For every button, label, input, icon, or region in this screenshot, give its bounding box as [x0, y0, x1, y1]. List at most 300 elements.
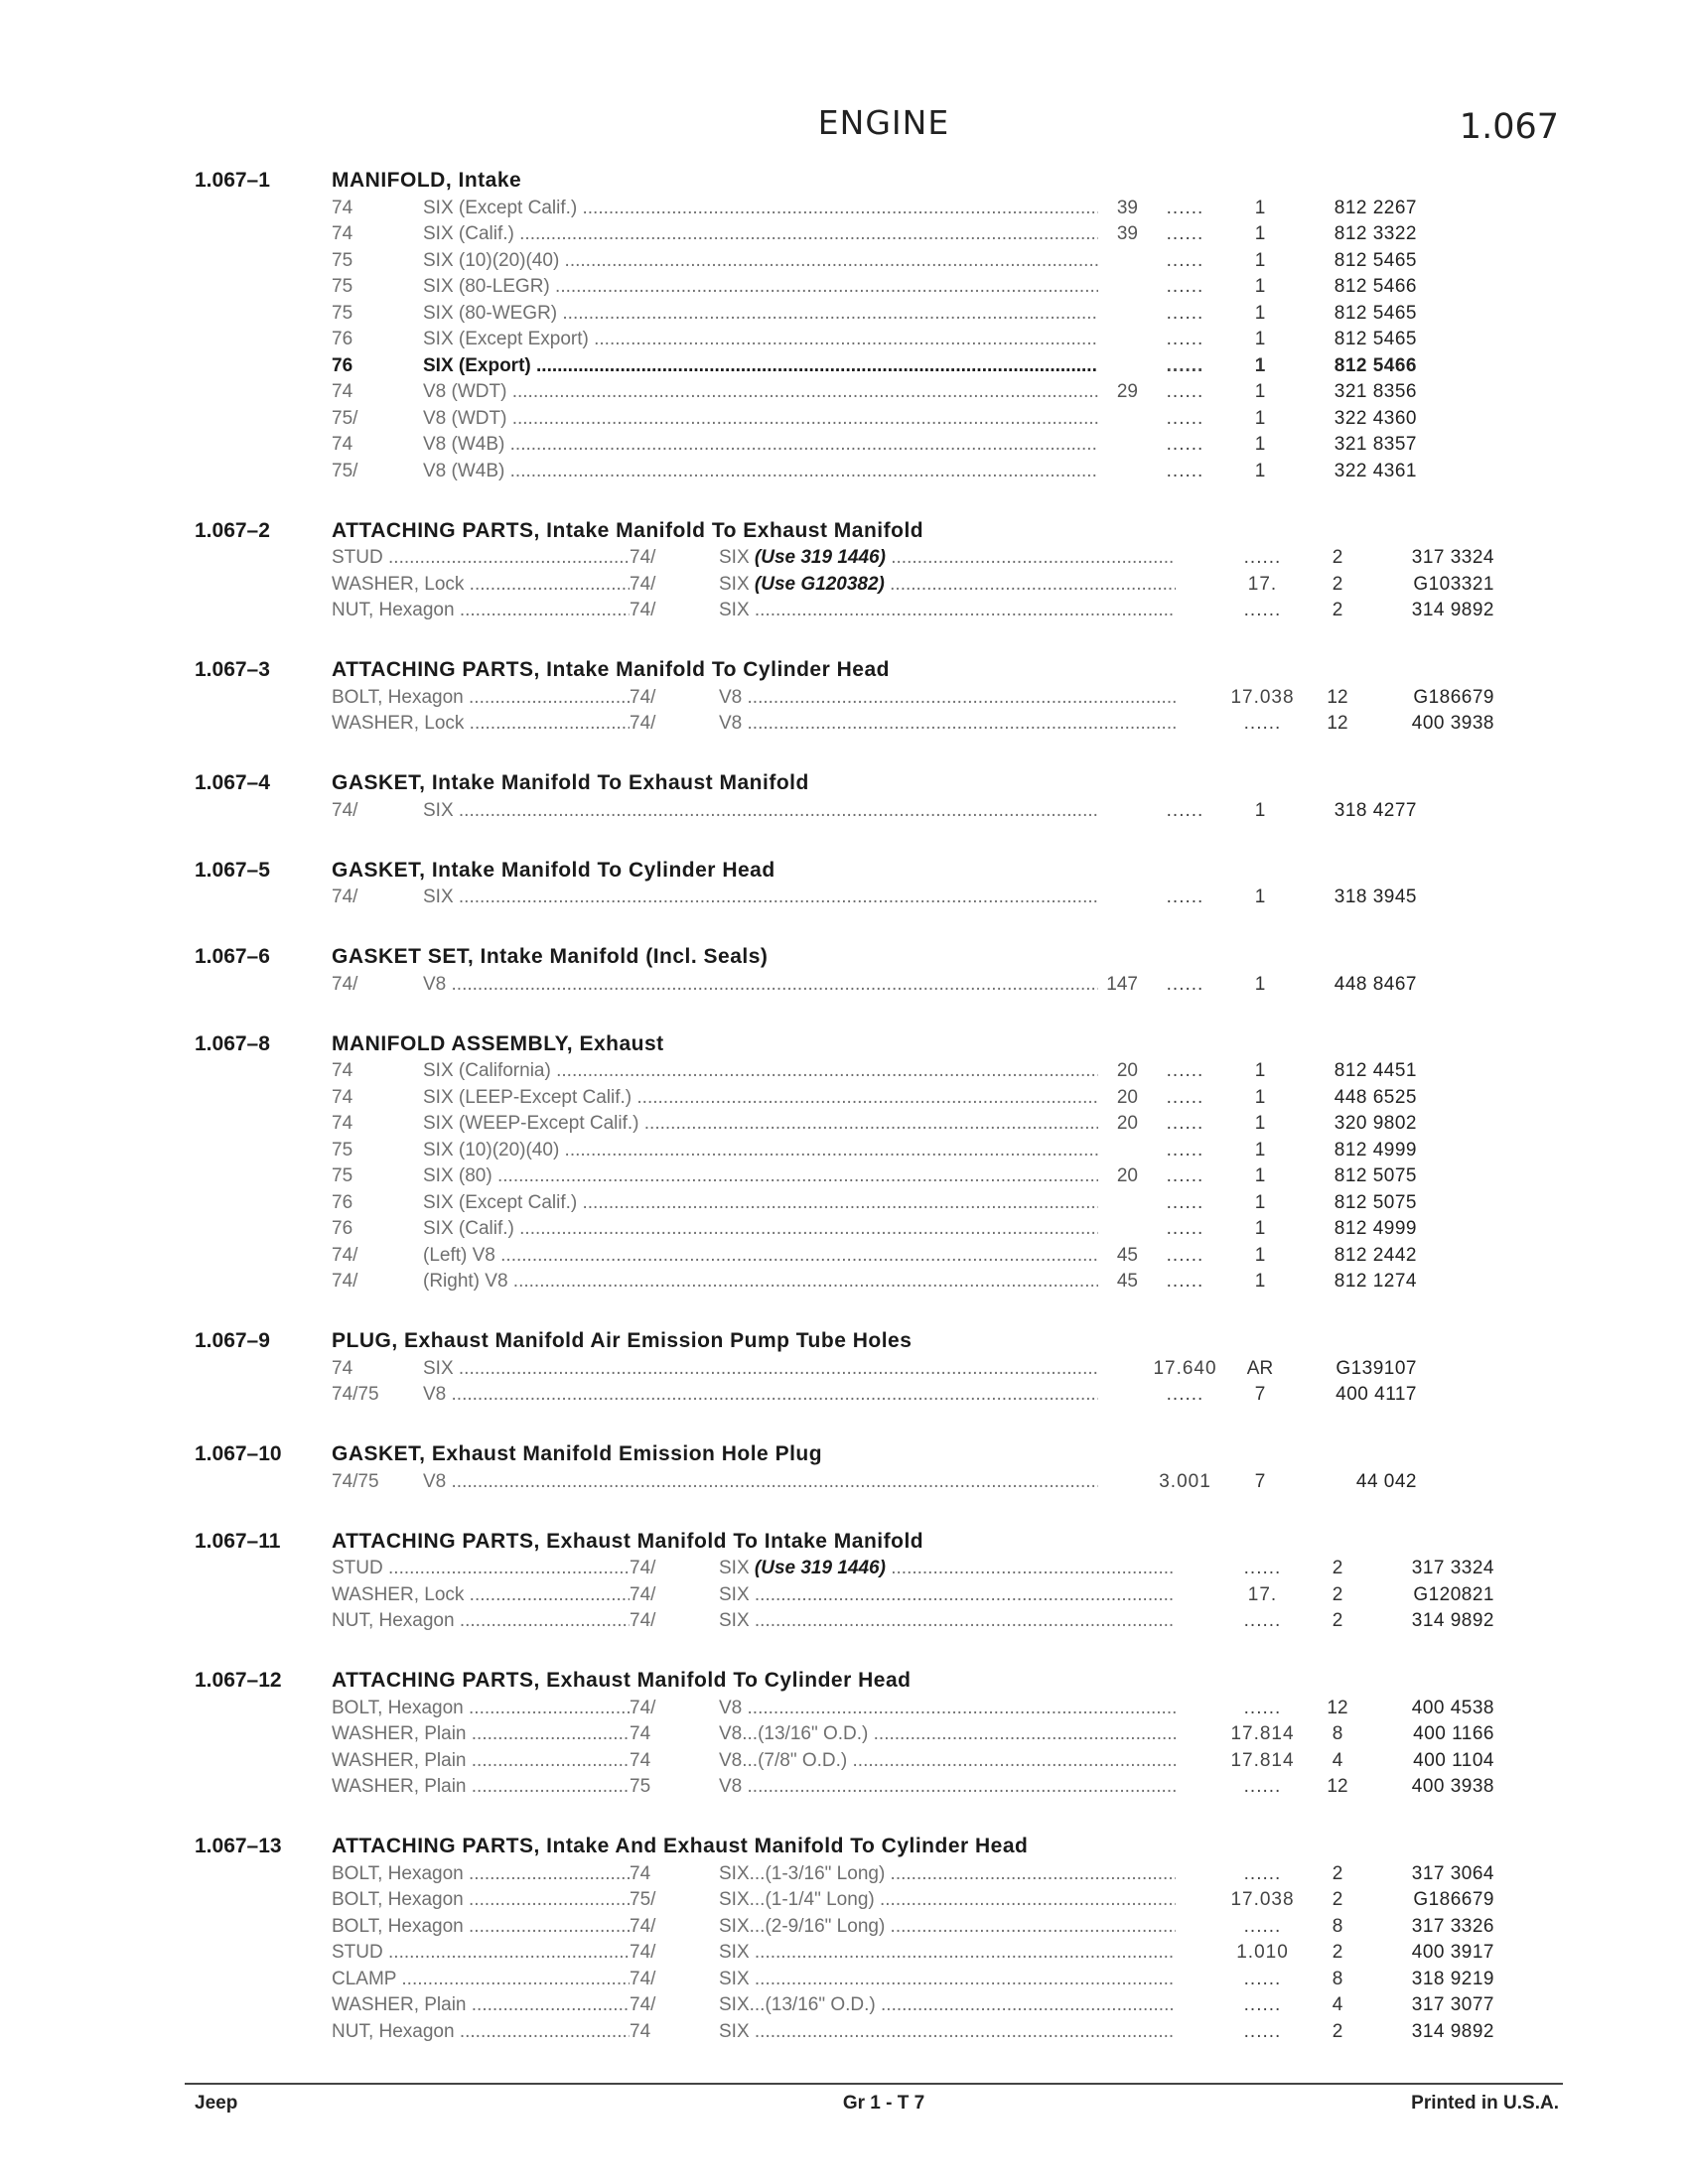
group-number: ......: [1243, 600, 1282, 620]
group-number: ......: [1243, 1915, 1282, 1937]
part-row: [195, 1267, 1529, 1294]
part-row: [195, 1606, 1529, 1633]
quantity: 1: [1254, 1113, 1266, 1134]
application: SIX (80-LEGR) .....: [423, 276, 1098, 298]
quantity: 1: [1254, 381, 1266, 402]
part-row: [195, 430, 1529, 457]
illustration-ref: 20: [1116, 1060, 1138, 1081]
model-year: 76: [332, 1218, 353, 1239]
part-row: [195, 193, 1529, 219]
application: (Left) V8 .....: [423, 1245, 1098, 1267]
group-number: ......: [1166, 249, 1204, 271]
illustration-ref: 45: [1116, 1271, 1138, 1292]
part-number: 812 5075: [1334, 1191, 1417, 1213]
quantity: 2: [1332, 1942, 1343, 1963]
part-name: BOLT, Hexagon .....: [332, 1863, 630, 1885]
group-number: ......: [1166, 1113, 1204, 1134]
group-number: 17.038: [1230, 686, 1295, 708]
application: SIX .....: [423, 800, 1098, 822]
model-year: 74/: [630, 1697, 656, 1718]
parts-section: [195, 765, 1529, 822]
group-number: ......: [1166, 1271, 1204, 1292]
group-number: ......: [1166, 1086, 1204, 1108]
part-number: 812 5465: [1334, 249, 1417, 271]
quantity: 12: [1327, 1776, 1348, 1797]
model-year: 74/75: [332, 1470, 379, 1492]
group-number: 17.640: [1153, 1357, 1217, 1379]
quantity: 1: [1254, 973, 1266, 995]
section-title: GASKET, Intake Manifold To Cylinder Head: [332, 858, 775, 882]
application-text: SIX: [719, 1583, 750, 1605]
section-title: MANIFOLD ASSEMBLY, Exhaust: [332, 1031, 664, 1055]
part-name: WASHER, Lock .....: [332, 713, 630, 735]
quantity: 1: [1254, 249, 1266, 271]
part-number: 44 042: [1355, 1470, 1417, 1492]
application: V8 .....: [423, 1384, 1098, 1406]
application: [719, 1942, 1176, 1964]
part-row: [195, 969, 1529, 996]
quantity: 2: [1332, 600, 1343, 620]
part-number: 320 9802: [1334, 1113, 1417, 1134]
model-year: 74: [630, 1862, 651, 1884]
part-name: BOLT, Hexagon .....: [332, 1889, 630, 1911]
quantity: 1: [1254, 1165, 1266, 1186]
part-number: 812 5466: [1334, 354, 1417, 376]
part-number: G139107: [1336, 1357, 1417, 1379]
application: SIX (10)(20)(40) .....: [423, 250, 1098, 272]
part-number: 322 4360: [1334, 407, 1417, 429]
application: [719, 1969, 1176, 1990]
group-number: ......: [1243, 1697, 1282, 1718]
model-year: 74: [630, 2020, 651, 2042]
application-text: SIX...(1-1/4" Long): [719, 1889, 875, 1910]
application: [719, 574, 1176, 596]
part-number: G186679: [1413, 1889, 1494, 1910]
model-year: 74/: [630, 686, 656, 708]
application-text: SIX: [719, 1968, 750, 1989]
group-number: ......: [1243, 547, 1282, 568]
quantity: 1: [1254, 329, 1266, 349]
application: V8 (W4B) .....: [423, 461, 1098, 482]
part-name: WASHER, Lock .....: [332, 574, 630, 596]
quantity: 1: [1254, 276, 1266, 297]
quantity: 8: [1332, 1915, 1343, 1937]
application: (Right) V8 .....: [423, 1271, 1098, 1293]
part-row: [195, 682, 1529, 709]
part-number: 812 5075: [1334, 1165, 1417, 1186]
section-header: [195, 1026, 1529, 1056]
illustration-ref: 147: [1106, 973, 1138, 995]
footer-brand: Jeep: [195, 2093, 238, 2114]
page-number: 1.067: [1459, 107, 1559, 147]
part-number: 318 3945: [1334, 887, 1417, 907]
section-header: [195, 1663, 1529, 1693]
section-title: PLUG, Exhaust Manifold Air Emission Pump Tube Holes: [332, 1329, 913, 1352]
application: SIX (Except Calif.) .....: [423, 1192, 1098, 1214]
quantity: 12: [1327, 713, 1348, 734]
part-name: WASHER, Plain .....: [332, 1723, 630, 1745]
application: [719, 1776, 1176, 1798]
part-name: STUD .....: [332, 1558, 630, 1579]
group-number: ......: [1166, 329, 1204, 349]
section-title: ATTACHING PARTS, Intake And Exhaust Manifold To Cylinder Head: [332, 1835, 1029, 1857]
part-row: [195, 1885, 1529, 1912]
application: [719, 1723, 1176, 1745]
section-number: 1.067–3: [195, 658, 270, 681]
quantity: 8: [1332, 1968, 1343, 1989]
application: [719, 1698, 1176, 1719]
quantity: 1: [1254, 1271, 1266, 1292]
group-number: ......: [1166, 223, 1204, 244]
part-row: [195, 1554, 1529, 1580]
application: [719, 600, 1176, 621]
group-number: ......: [1166, 973, 1204, 995]
model-year: 75/: [332, 460, 358, 481]
part-number: 400 1104: [1413, 1749, 1494, 1771]
part-number: 321 8356: [1334, 381, 1417, 402]
part-name: NUT, Hexagon .....: [332, 600, 630, 621]
part-row: [195, 1693, 1529, 1719]
group-number: ......: [1166, 887, 1204, 907]
model-year: 74/: [630, 1968, 656, 1989]
application: [719, 1610, 1176, 1632]
section-header: [195, 939, 1529, 969]
application-text: SIX: [719, 600, 750, 620]
part-number: 318 9219: [1411, 1968, 1494, 1989]
illustration-ref: 39: [1116, 223, 1138, 244]
application-text: SIX: [719, 1610, 750, 1631]
model-year: 75: [332, 1139, 353, 1160]
section-header: [195, 853, 1529, 883]
model-year: 74: [332, 197, 353, 218]
parts-list: [195, 163, 1529, 2074]
application: SIX .....: [423, 887, 1098, 908]
part-row: [195, 377, 1529, 404]
part-name: BOLT, Hexagon .....: [332, 1698, 630, 1719]
application-text: V8: [719, 1776, 743, 1797]
model-year: 76: [332, 329, 353, 349]
group-number: ......: [1166, 354, 1204, 376]
application: [719, 547, 1176, 569]
part-number: 812 3322: [1334, 223, 1417, 244]
quantity: 2: [1332, 1862, 1343, 1884]
parts-section: [195, 853, 1529, 909]
part-name: WASHER, Lock .....: [332, 1584, 630, 1606]
part-name: STUD .....: [332, 547, 630, 569]
footer-printed: Printed in U.S.A.: [1411, 2093, 1559, 2114]
group-number: 1.010: [1236, 1942, 1289, 1963]
part-row: [195, 1938, 1529, 1965]
application-text: V8: [719, 713, 743, 734]
parts-section: [195, 1026, 1529, 1294]
section-number: 1.067–11: [195, 1529, 281, 1553]
quantity: 1: [1254, 887, 1266, 907]
model-year: 74/: [332, 1271, 358, 1292]
model-year: 74: [332, 1060, 353, 1081]
quantity: 1: [1254, 1060, 1266, 1081]
part-row: [195, 219, 1529, 246]
part-name: STUD .....: [332, 1942, 630, 1964]
part-number: 812 5465: [1334, 329, 1417, 349]
quantity: 1: [1254, 460, 1266, 481]
section-number: 1.067–1: [195, 169, 270, 192]
part-number: G186679: [1413, 686, 1494, 708]
part-number: 314 9892: [1411, 600, 1494, 620]
application: V8 (WDT) .....: [423, 408, 1098, 430]
section-number: 1.067–5: [195, 858, 270, 882]
quantity: 12: [1327, 686, 1348, 708]
part-row: [195, 1187, 1529, 1214]
application: [719, 1889, 1176, 1911]
quantity: 1: [1254, 434, 1266, 455]
part-name: NUT, Hexagon .....: [332, 1610, 630, 1632]
part-row: [195, 709, 1529, 736]
model-year: 74/: [630, 1583, 656, 1605]
section-header: [195, 652, 1529, 682]
part-number: G103321: [1413, 573, 1494, 595]
part-row: [195, 1214, 1529, 1241]
page-title: ENGINE: [817, 103, 950, 142]
application-text: SIX: [719, 1558, 750, 1578]
model-year: 74: [332, 1113, 353, 1134]
part-number: 812 1274: [1334, 1271, 1417, 1292]
application: SIX (Except Calif.) .....: [423, 198, 1098, 219]
part-number: 314 9892: [1411, 2020, 1494, 2042]
section-title: GASKET SET, Intake Manifold (Incl. Seals): [332, 945, 769, 968]
part-number: 317 3324: [1411, 547, 1494, 568]
application: [719, 1994, 1176, 2016]
model-year: 75/: [332, 407, 358, 429]
part-number: 317 3064: [1411, 1862, 1494, 1884]
quantity: 1: [1254, 197, 1266, 218]
model-year: 75: [332, 1165, 353, 1186]
group-number: ......: [1243, 1558, 1282, 1578]
group-number: ......: [1166, 302, 1204, 324]
parts-section: [195, 939, 1529, 996]
part-row: [195, 1161, 1529, 1188]
illustration-ref: 39: [1116, 197, 1138, 218]
group-number: ......: [1243, 1994, 1282, 2015]
use-note: (Use 319 1446): [754, 1558, 886, 1578]
section-title: GASKET, Intake Manifold To Exhaust Manifold: [332, 771, 809, 794]
quantity: 2: [1332, 2020, 1343, 2042]
quantity: 1: [1254, 407, 1266, 429]
illustration-ref: 45: [1116, 1244, 1138, 1266]
group-number: ......: [1166, 276, 1204, 297]
parts-section: [195, 1829, 1529, 2043]
section-header: [195, 1323, 1529, 1353]
application-text: SIX: [719, 573, 750, 595]
application: SIX (WEEP-Except Calif.) .....: [423, 1113, 1098, 1135]
part-number: 448 6525: [1334, 1086, 1417, 1108]
part-row: [195, 1990, 1529, 2017]
part-row: [195, 456, 1529, 482]
part-row: [195, 1579, 1529, 1606]
model-year: 74: [630, 1749, 651, 1771]
model-year: 74/: [332, 973, 358, 995]
part-row: [195, 272, 1529, 299]
application-text: V8...(13/16" O.D.): [719, 1723, 869, 1744]
group-number: ......: [1243, 713, 1282, 734]
application: SIX (Calif.) .....: [423, 1218, 1098, 1240]
part-number: 317 3324: [1411, 1558, 1494, 1578]
application: [719, 1584, 1176, 1606]
application: [719, 1750, 1176, 1772]
model-year: 75/: [630, 1889, 656, 1910]
quantity: 1: [1254, 1139, 1266, 1160]
part-number: 400 3938: [1411, 1776, 1494, 1797]
model-year: 74/: [630, 1994, 656, 2015]
part-row: [195, 795, 1529, 822]
part-row: [195, 1911, 1529, 1938]
model-year: 74/: [332, 1244, 358, 1266]
application: SIX .....: [423, 1358, 1098, 1380]
footer-divider: [185, 2083, 1563, 2085]
model-year: 74/: [630, 547, 656, 568]
quantity: 12: [1327, 1697, 1348, 1718]
application: V8 .....: [423, 1471, 1098, 1493]
parts-section: [195, 163, 1529, 482]
parts-section: [195, 1323, 1529, 1406]
part-name: BOLT, Hexagon .....: [332, 687, 630, 709]
model-year: 74: [630, 1723, 651, 1744]
part-number: 314 9892: [1411, 1610, 1494, 1631]
footer-group-ref: Gr 1 - T 7: [842, 2093, 925, 2114]
parts-section: [195, 652, 1529, 735]
part-number: 812 5466: [1334, 276, 1417, 297]
part-row: [195, 596, 1529, 622]
illustration-ref: 29: [1116, 381, 1138, 402]
part-number: 400 1166: [1413, 1723, 1494, 1744]
quantity: 1: [1254, 354, 1266, 376]
application: [719, 1916, 1176, 1938]
model-year: 74: [332, 434, 353, 455]
application: SIX (80) .....: [423, 1165, 1098, 1187]
part-name: WASHER, Plain .....: [332, 1750, 630, 1772]
group-number: ......: [1243, 1968, 1282, 1989]
section-header: [195, 513, 1529, 543]
application-text: SIX...(1-3/16" Long): [719, 1862, 886, 1884]
section-header: [195, 765, 1529, 795]
model-year: 75: [630, 1776, 651, 1797]
part-row: [195, 1056, 1529, 1083]
model-year: 74/: [630, 600, 656, 620]
section-title: ATTACHING PARTS, Exhaust Manifold To Cylinder Head: [332, 1669, 912, 1692]
group-number: ......: [1243, 1610, 1282, 1631]
section-title: GASKET, Exhaust Manifold Emission Hole Plug: [332, 1442, 823, 1465]
application-text: V8: [719, 1697, 743, 1718]
quantity: 1: [1254, 1218, 1266, 1239]
application: [719, 1558, 1176, 1579]
part-row: [195, 245, 1529, 272]
part-number: 812 2442: [1334, 1244, 1417, 1266]
part-number: 448 8467: [1334, 973, 1417, 995]
application-text: SIX...(2-9/16" Long): [719, 1915, 886, 1937]
model-year: 74/: [332, 799, 358, 821]
part-number: 322 4361: [1334, 460, 1417, 481]
part-number: G120821: [1413, 1583, 1494, 1605]
section-number: 1.067–8: [195, 1031, 270, 1055]
application-text: SIX: [719, 2020, 750, 2042]
application: [719, 1863, 1176, 1885]
application: V8 (W4B) .....: [423, 434, 1098, 456]
part-number: 400 3917: [1411, 1942, 1494, 1963]
illustration-ref: 20: [1116, 1165, 1138, 1186]
quantity: 2: [1332, 1889, 1343, 1910]
model-year: 76: [332, 354, 353, 376]
application: [719, 713, 1176, 735]
section-title: ATTACHING PARTS, Intake Manifold To Cylinder Head: [332, 658, 890, 681]
quantity: 2: [1332, 1610, 1343, 1631]
group-number: ......: [1243, 1862, 1282, 1884]
model-year: 74: [332, 223, 353, 244]
model-year: 74/75: [332, 1384, 379, 1405]
part-row: [195, 1082, 1529, 1109]
quantity: 2: [1332, 573, 1343, 595]
group-number: ......: [1166, 1191, 1204, 1213]
part-row: [195, 1719, 1529, 1746]
application-text: SIX: [719, 547, 750, 568]
application: V8 (WDT) .....: [423, 381, 1098, 403]
application-text: V8: [719, 686, 743, 708]
model-year: 74: [332, 1086, 353, 1108]
group-number: ......: [1166, 1060, 1204, 1081]
application: SIX (Calif.) .....: [423, 223, 1098, 245]
application: SIX (California) .....: [423, 1060, 1098, 1082]
section-number: 1.067–4: [195, 771, 270, 794]
part-row: [195, 1964, 1529, 1990]
part-name: WASHER, Plain .....: [332, 1994, 630, 2016]
part-number: 318 4277: [1334, 799, 1417, 821]
part-number: 321 8357: [1334, 434, 1417, 455]
application: SIX (Except Export) .....: [423, 329, 1098, 350]
quantity: 4: [1332, 1749, 1343, 1771]
illustration-ref: 20: [1116, 1086, 1138, 1108]
part-row: [195, 1858, 1529, 1885]
application: V8 .....: [423, 974, 1098, 996]
model-year: 74/: [332, 887, 358, 907]
section-title: MANIFOLD, Intake: [332, 169, 522, 192]
group-number: 17.: [1247, 1583, 1278, 1605]
section-header: [195, 1829, 1529, 1858]
illustration-ref: 20: [1116, 1113, 1138, 1134]
application: [719, 687, 1176, 709]
part-number: 812 4451: [1334, 1060, 1417, 1081]
part-row: [195, 1745, 1529, 1772]
section-title: ATTACHING PARTS, Exhaust Manifold To Intake Manifold: [332, 1529, 924, 1553]
group-number: ......: [1166, 407, 1204, 429]
group-number: 17.814: [1230, 1723, 1295, 1744]
part-row: [195, 1353, 1529, 1380]
group-number: 17.: [1247, 573, 1278, 595]
part-row: [195, 1380, 1529, 1407]
model-year: 75: [332, 302, 353, 324]
quantity: 2: [1332, 1558, 1343, 1578]
quantity: 2: [1332, 547, 1343, 568]
part-row: [195, 543, 1529, 570]
section-number: 1.067–6: [195, 945, 270, 968]
group-number: ......: [1166, 1139, 1204, 1160]
application: [719, 2021, 1176, 2043]
model-year: 75: [332, 249, 353, 271]
section-number: 1.067–12: [195, 1669, 282, 1692]
quantity: 1: [1254, 1191, 1266, 1213]
quantity: 2: [1332, 1583, 1343, 1605]
part-number: 317 3077: [1411, 1994, 1494, 2015]
part-number: 400 3938: [1411, 713, 1494, 734]
quantity: 1: [1254, 302, 1266, 324]
model-year: 74/: [630, 573, 656, 595]
